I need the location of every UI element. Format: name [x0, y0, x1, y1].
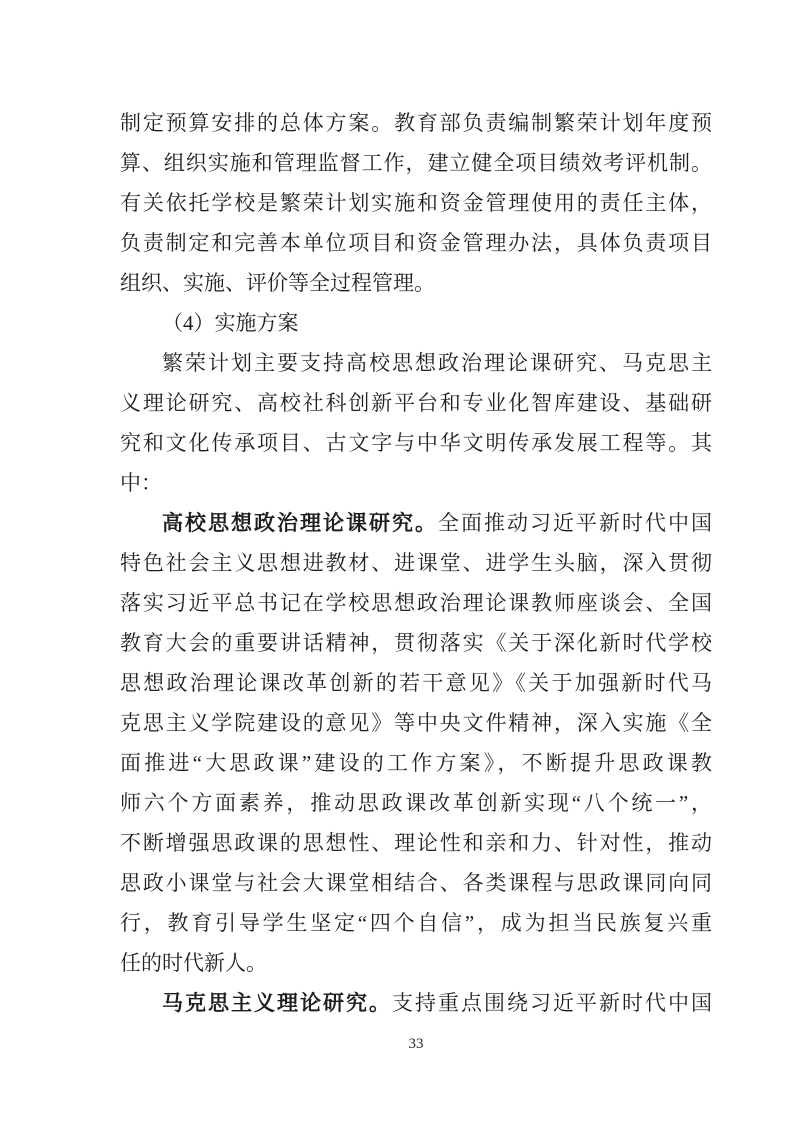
- text-line: [120, 183, 712, 223]
- text-line: [120, 263, 712, 303]
- text-run: 落实习近平总书记在学校思想政治理论课教师座谈会、全国: [120, 591, 712, 615]
- text-line: [120, 903, 712, 943]
- text-line: [120, 223, 712, 263]
- text-run: 师六个方面素养，推动思政课改革创新实现“八个统一”，: [120, 791, 712, 815]
- bold-run: 马克思主义理论研究。: [162, 991, 392, 1015]
- text-line: [120, 463, 712, 503]
- text-run: 全面推动习近平新时代中国: [438, 511, 712, 535]
- text-run: 算、组织实施和管理监督工作，建立健全项目绩效考评机制。: [120, 151, 712, 175]
- text-run: 特色社会主义思想进教材、进课堂、进学生头脑，深入贯彻: [120, 551, 712, 575]
- text-line: [120, 503, 712, 543]
- text-run: 负责制定和完善本单位项目和资金管理办法，具体负责项目: [120, 231, 712, 255]
- text-run: 行，教育引导学生坚定“四个自信”，成为担当民族复兴重: [120, 911, 712, 935]
- text-line: [120, 743, 712, 783]
- text-line: [120, 543, 712, 583]
- text-line: [120, 943, 712, 983]
- text-run: 有关依托学校是繁荣计划实施和资金管理使用的责任主体，: [120, 191, 712, 215]
- text-line: [120, 143, 712, 183]
- text-run: 任的时代新人。: [120, 951, 267, 975]
- text-run: 思想政治理论课改革创新的若干意见》《关于加强新时代马: [120, 671, 712, 695]
- text-run: 不断增强思政课的思想性、理论性和亲和力、针对性，推动: [120, 831, 712, 855]
- text-run: 教育大会的重要讲话精神，贯彻落实《关于深化新时代学校: [120, 631, 712, 655]
- text-run: 制定预算安排的总体方案。教育部负责编制繁荣计划年度预: [120, 111, 712, 135]
- text-run: （4）实施方案: [162, 311, 299, 335]
- text-line: [120, 983, 712, 1023]
- text-line: [120, 423, 712, 463]
- text-line: [120, 303, 712, 343]
- document-text: [120, 103, 712, 1023]
- text-line: [120, 583, 712, 623]
- text-line: [120, 663, 712, 703]
- text-run: 繁荣计划主要支持高校思想政治理论课研究、马克思主: [162, 351, 712, 375]
- page-number: 33: [408, 1036, 424, 1052]
- text-line: [120, 343, 712, 383]
- text-line: [120, 783, 712, 823]
- text-run: 支持重点围绕习近平新时代中国: [392, 991, 712, 1015]
- text-run: 究和文化传承项目、古文字与中华文明传承发展工程等。其: [120, 431, 712, 455]
- text-line: [120, 623, 712, 663]
- text-line: [120, 383, 712, 423]
- text-line: [120, 863, 712, 903]
- text-line: [120, 103, 712, 143]
- text-run: 义理论研究、高校社科创新平台和专业化智库建设、基础研: [120, 391, 712, 415]
- text-run: 中：: [120, 471, 162, 495]
- text-run: 组织、实施、评价等全过程管理。: [120, 271, 435, 295]
- text-run: 克思主义学院建设的意见》等中央文件精神，深入实施《全: [120, 711, 712, 735]
- text-line: [120, 823, 712, 863]
- text-run: 思政小课堂与社会大课堂相结合、各类课程与思政课同向同: [120, 871, 712, 895]
- bold-run: 高校思想政治理论课研究。: [162, 511, 438, 535]
- text-line: [120, 703, 712, 743]
- text-run: 面推进“大思政课”建设的工作方案》，不断提升思政课教: [120, 751, 712, 775]
